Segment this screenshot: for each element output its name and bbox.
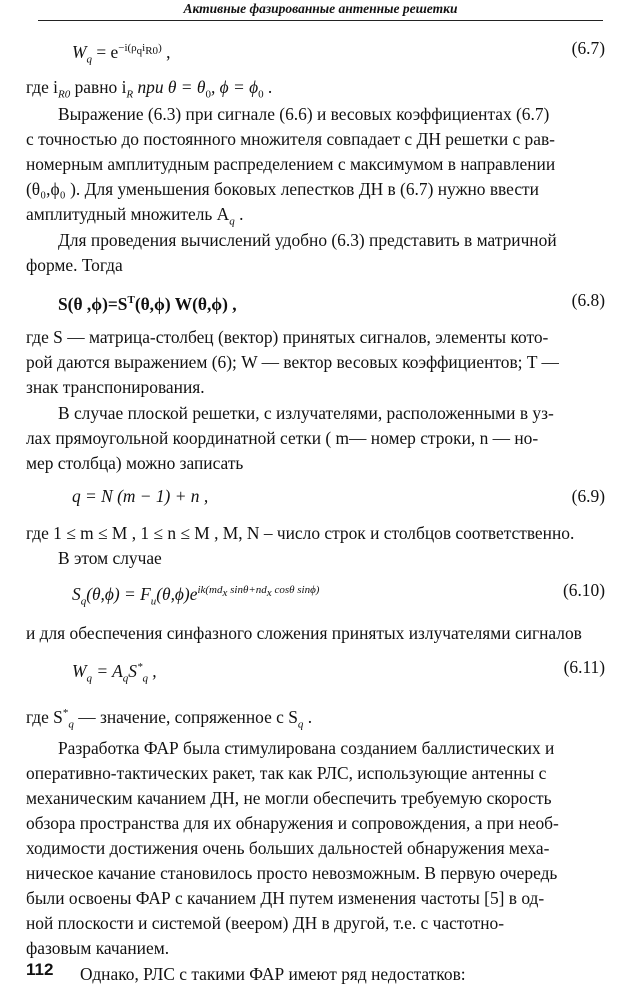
text-line: с точностью до постоянного множителя совпадает с ДН решетки с рав- — [26, 129, 555, 149]
running-header: Активные фазированные антенные решетки — [38, 0, 603, 21]
text-line: номерным амплитудным распределением с максимумом в направлении — [26, 154, 556, 174]
text-line: ническое качание становилось просто невозможным. В первую очередь — [26, 863, 558, 883]
text-line: и для обеспечения синфазного сложения принятых излучателями сигналов — [26, 623, 582, 643]
text-line: ходимости достижения очень больших дальностей обнаружения меха- — [26, 838, 550, 858]
text-line: форме. Тогда — [26, 255, 123, 275]
text-line: амплитудный множитель $A_q$ . — [26, 204, 244, 228]
text-line: были освоены ФАР с качанием ДН путем изменения частоты [5] в од- — [26, 888, 545, 908]
equation-6-10: $S_q(\theta,\phi) = F_и(\theta,\phi)e^{ik(md_x sin\theta+nd_x cos\theta sin\phi)}$ — [72, 583, 320, 608]
text-line: В случае плоской решетки, с излучателями, расположенными в уз- — [58, 403, 554, 423]
equation-6-8: S(θ $,\phi)=S^T(\theta,\phi)$ W(θ,ϕ) , — [58, 293, 237, 314]
text-line: обзора пространства для их обнаружения и сопровождения, а при необ- — [26, 813, 559, 833]
text-line: Выражение (6.3) при сигнале (6.6) и весовых коэффициентах (6.7) — [58, 104, 550, 124]
text-line: где $S^*_q$ — значение, сопряженное с $S_q$ . — [26, 706, 313, 731]
text-line: где $i_{R0}$ равно $i_R$ при $\theta = \theta_0$, $\phi = \phi_0$ . — [26, 77, 273, 101]
equation-6-9: q = N (m − 1) + n , — [72, 486, 209, 506]
text-line: где S — матрица-столбец (вектор) принятых сигналов, элементы кото- — [26, 327, 549, 347]
equation-number-6-7: (6.7) — [571, 38, 605, 58]
text-line: фазовым качанием. — [26, 938, 170, 958]
equation-number-6-8: (6.8) — [571, 290, 605, 310]
text-line: Однако, РЛС с такими ФАР имеют ряд недостатков: — [80, 964, 466, 984]
text-line: (θ₀,ϕ₀ ). Для уменьшения боковых лепестков ДН в (6.7) нужно ввести — [26, 179, 539, 199]
equation-6-11: $W_q = A_qS^*_q$ , — [72, 660, 157, 685]
text-line: Для проведения вычислений удобно (6.3) представить в матричной — [58, 230, 557, 250]
text-line: ной плоскости и системой (веером) ДН в другой, т.е. с частотно- — [26, 913, 505, 933]
equation-6-7: $W_q = e^{-i(\rho_qi_{R0})}$ , — [72, 41, 171, 66]
equation-number-6-9: (6.9) — [571, 486, 605, 506]
text-line: оперативно-тактических ракет, так как РЛС, использующие антенны с — [26, 763, 547, 783]
text-line: механическим качанием ДН, не могли обеспечить требуемую скорость — [26, 788, 552, 808]
page-number: 112 — [26, 960, 54, 979]
text-line: знак транспонирования. — [26, 377, 205, 397]
text-line: В этом случае — [58, 548, 162, 568]
text-line: рой даются выражением (6); W — вектор весовых коэффициентов; T — — [26, 352, 559, 372]
equation-number-6-11: (6.11) — [563, 657, 605, 677]
text-line: Разработка ФАР была стимулирована созданием баллистических и — [58, 738, 555, 758]
text-line: лах прямоугольной координатной сетки ( m— номер строки, n — но- — [26, 428, 539, 448]
text-line: где 1 ≤ m ≤ M , 1 ≤ n ≤ M , M, N – число строк и столбцов соответственно. — [26, 523, 575, 543]
equation-number-6-10: (6.10) — [562, 580, 605, 600]
text-line: мер столбца) можно записать — [26, 453, 244, 473]
